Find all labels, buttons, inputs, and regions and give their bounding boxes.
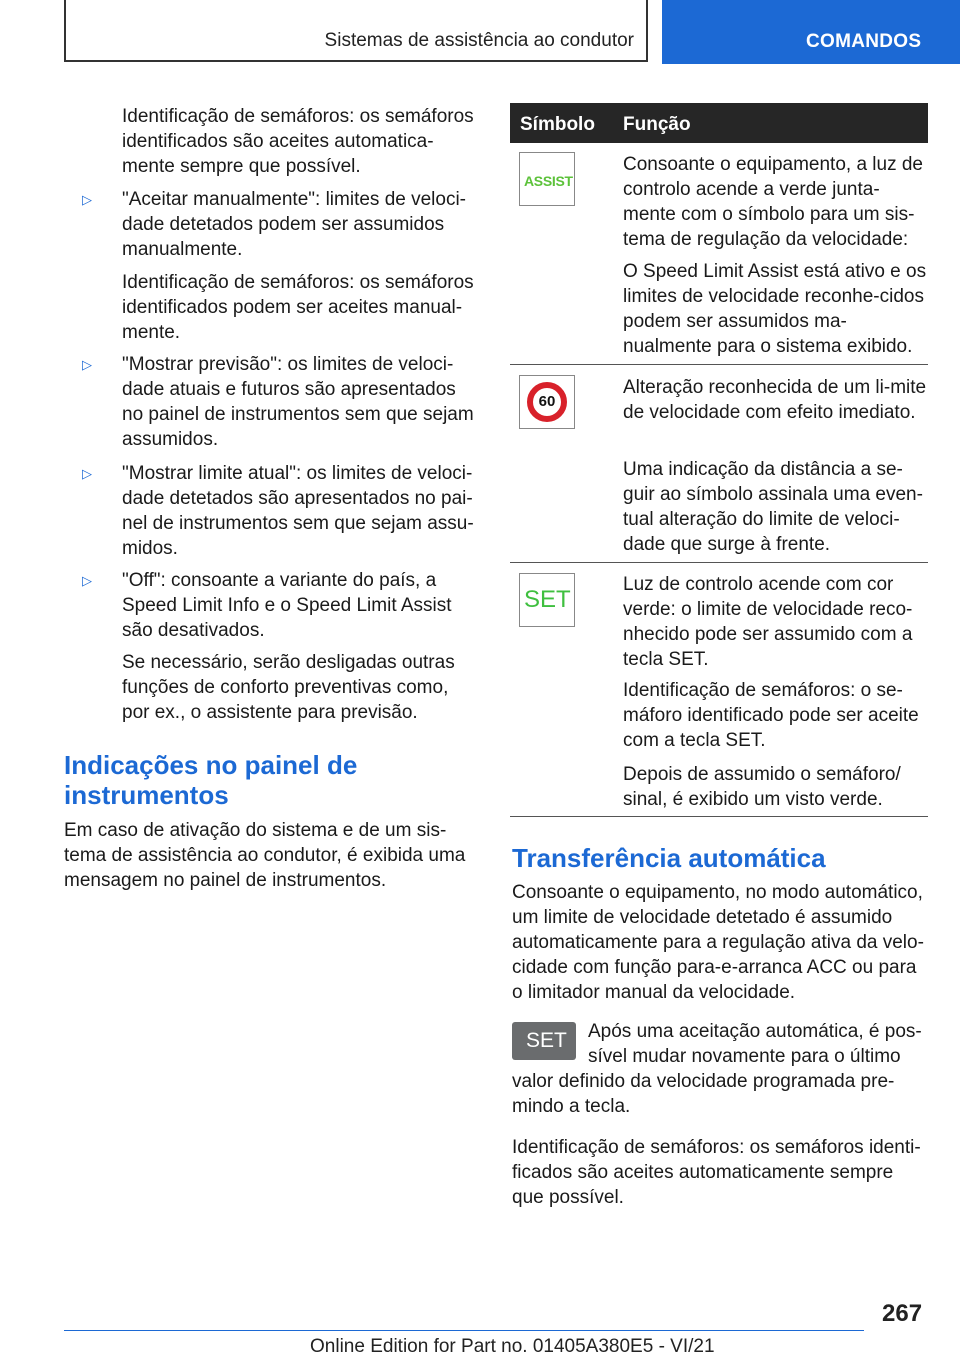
table-row-divider: [510, 562, 928, 563]
assist-icon: ASSIST: [519, 152, 575, 206]
speed-limit-60-icon: 60: [519, 375, 575, 429]
traffic-light-paragraph: Identificação de semáforos: os semáforos identi-ficados são aceites automaticamente sempre que possível.: [512, 1137, 921, 1208]
table-row-1-text-2: O Speed Limit Assist está ativo e os limites de velocidade reconhe-cidos podem ser assumidos ma-nualmente para o sistema exibido.: [623, 261, 927, 357]
page-number: 267: [882, 1300, 923, 1327]
table-row-3-text-3: Depois de assumido o semáforo/ sinal, é exibido um visto verde.: [623, 764, 901, 810]
header-section-box: [64, 0, 648, 62]
table-row-3-text-2: Identificação de semáforos: o se-máforo identificado pode ser aceite com a tecla SET.: [623, 680, 919, 751]
set-paragraph-line-1: Após uma aceitação automática, é pos-: [588, 1021, 922, 1042]
footer-rule: [64, 1330, 864, 1331]
set-paragraph-rest: valor definido da velocidade programada pre-mindo a tecla.: [512, 1071, 895, 1117]
table-header-symbol: Símbolo: [520, 114, 595, 135]
auto-transfer-paragraph: Consoante o equipamento, no modo automático, um limite de velocidade detetado é assumido automaticamente para a regulação ativa da velo-cidade com função para-e-arranca ACC ou para o limitador manual da velocidade.: [512, 882, 924, 1003]
table-row-divider: [510, 816, 928, 817]
bullet-triangle-icon: ▷: [82, 192, 92, 207]
bullet-off: "Off": consoante a variante do país, a Speed Limit Info e o Speed Limit Assist são desativados.: [122, 570, 452, 641]
footer-edition: Online Edition for Part no. 01405A380E5 - VI/21: [310, 1336, 715, 1357]
bullet-triangle-icon: ▷: [82, 466, 92, 481]
bullet-manual-accept: "Aceitar manualmente": limites de veloci-dade detetados podem ser assumidos manualmente.: [122, 189, 467, 260]
set-paragraph-line-2: sível mudar novamente para o último: [588, 1046, 901, 1067]
bullet-show-current-limit: "Mostrar limite atual": os limites de veloci-dade detetados são apresentados no pai-nel de instrumentos sem que sejam assu-midos.: [122, 463, 474, 559]
table-header-function: Função: [623, 114, 691, 135]
bullet-show-forecast: "Mostrar previsão": os limites de veloci-dade atuais e futuros são apresentados no painel de instrumentos sem que sejam assumidos.: [122, 354, 474, 450]
header-tab[interactable]: [662, 0, 960, 64]
set-button-icon: SET: [512, 1022, 576, 1060]
table-row-1-text-1: Consoante o equipamento, a luz de controlo acende a verde junta-mente com o símbolo para um sis-tema de regulação da velocidade:: [623, 154, 923, 250]
bullet-off-sub: Se necessário, serão desligadas outras funções de conforto preventivas como, por ex., o assistente para previsão.: [122, 652, 455, 723]
table-row-divider: [510, 364, 928, 365]
header-tab-label: COMANDOS: [806, 31, 922, 52]
table-row-3-text-1: Luz de controlo acende com cor verde: o limite de velocidade reco-nhecido pode ser assumido com a tecla SET.: [623, 574, 913, 670]
instrument-panel-paragraph: Em caso de ativação do sistema e de um sis-tema de assistência ao condutor, é exibida uma mensagem no painel de instrumentos.: [64, 820, 466, 891]
table-row-2-text-1: Alteração reconhecida de um li-mite de velocidade com efeito imediato.: [623, 377, 927, 423]
header-section-title: Sistemas de assistência ao condutor: [324, 30, 634, 51]
table-row-2-text-2: Uma indicação da distância a se-guir ao símbolo assinala uma even-tual alteração do limite de veloci-dade que surge à frente.: [623, 459, 923, 555]
set-green-icon: SET: [519, 573, 575, 627]
bullet-triangle-icon: ▷: [82, 573, 92, 588]
section-heading-instrument-panel: Indicações no painel de instrumentos: [64, 750, 358, 810]
table-header: [510, 103, 928, 143]
section-heading-auto-transfer: Transferência automática: [512, 843, 826, 873]
bullet-manual-accept-sub: Identificação de semáforos: os semáforos identificados podem ser aceites manual-mente.: [122, 272, 474, 343]
bullet-triangle-icon: ▷: [82, 357, 92, 372]
intro-paragraph: Identificação de semáforos: os semáforos identificados são aceites automatica-mente sempre que possível.: [122, 106, 474, 177]
